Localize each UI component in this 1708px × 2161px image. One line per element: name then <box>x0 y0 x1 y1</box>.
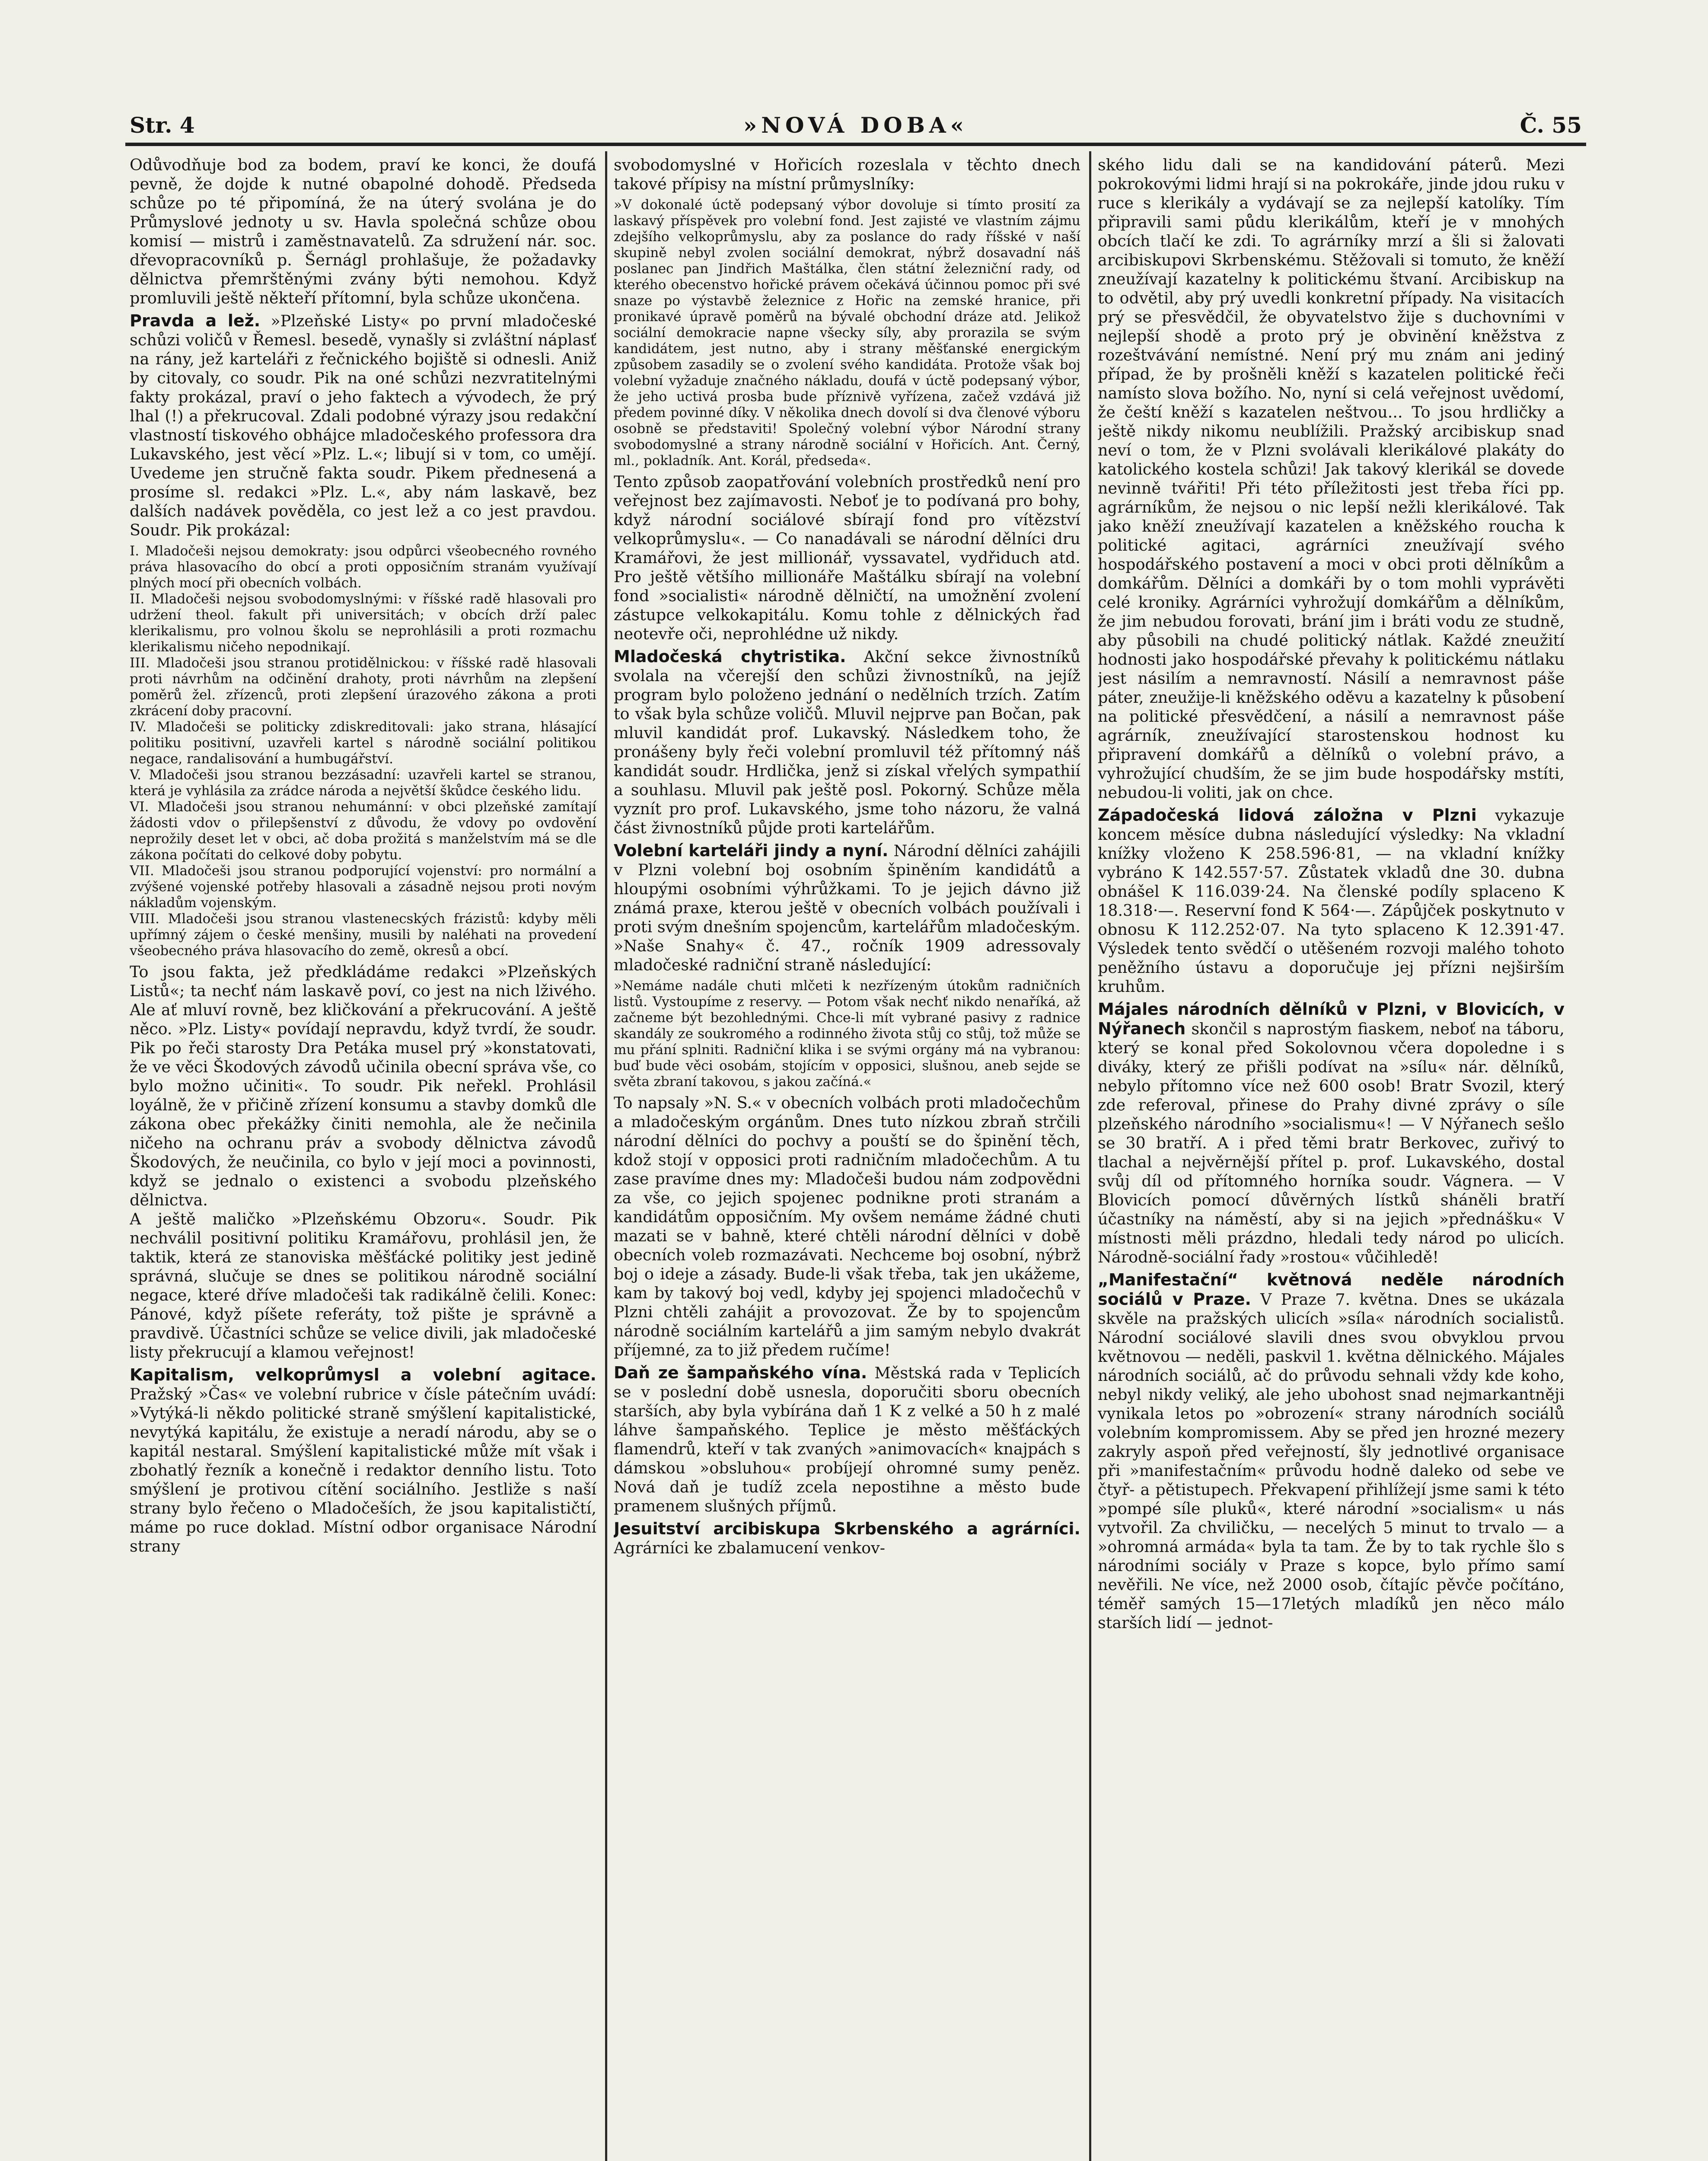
quoted-letter: »V dokonalé úctě podepsaný výbor dovoluje si tímto prosití za laskavý příspěvek pro volební fond. Jest zajisté ve vlastním zájmu zdejšího velkoprůmyslu, aby za poslance do rady říšské v naší skupině nebyl zvolen sociální demokrat, nýbrž dosavadní náš poslanec pan Jindřich Maštálka, člen státní železniční rady, od kterého obecenstvo hořické právem očekává účinnou pomoc při své snaze po výstavbě železnice z Hořic na zemské hranice, při pronikavé úpravě poměrů na bývalé obchodní dráze atd. Jelikož sociální demokracie napne všecky síly, aby prorazila se svým kandidátem, jest nutno, aby i strany měšťanské energickým způsobem zasadily se o zvolení svého kandidáta. Protože však boj volební vyžaduje značného nákladu, doufá v úctě podepsaný výbor, že jeho uctivá prosba bude příznivě vyřízena, začež vzdává již předem povinné díky. V několika dnech dovolí si dva členové výboru osobně se představiti! Společný volební výbor Národní strany svobodomyslné a strany národně sociální v Hořicích. Ant. Černý, ml., pokladník. Ant. Korál, předseda«. <box>614 197 1080 469</box>
paragraph: To jsou fakta, jež předkládáme redakci »Plzeňských Listů«; ta nechť nám laskavě poví, co jest na nich lživého. Ale ať mluví rovně, bez kličkování a překrucování. A ještě něco. »Plz. Listy« povídají nepravdu, když tvrdí, že soudr. Pik po řeči starosty Dra Petáka musel prý »konstatovati, že ve věci Škodových závodů učinila obecní správa vše, co bylo možno učiniti«. To soudr. Pik neřekl. Prohlásil loyálně, že v přičině zřízení konsumu a stavby domků dle zákona obec překážky činiti nemohla, ale že nečinila ničeho na ochranu práv a svobody dělnictva závodů Škodových, že neučinila, co bylo v její moci a povinnosti, když se jednalo o existenci a svobodu plzeňského dělnictva. <box>130 963 596 1209</box>
list-item: IV. Mladočeši se politicky zdiskreditovali: jako strana, hlásající politiku positivní, uzavřeli kartel s národně sociální politikou negace, randalisování a humbugářství. <box>130 719 596 767</box>
article-headline: Mladočeská chytristika. <box>614 647 846 666</box>
article-text: Národní dělníci zahájili v Plzni volební boj osobním špiněním kandidátů a hloupými osobními výhrůžkami. To je jejich dávno již známá praxe, kterou ještě v obecních volbách používali i proti svým dnešním spojencům, kartelářům mladočeským. »Naše Snahy« č. 47., ročník 1909 adressovaly mladočeské radniční straně následující: <box>614 841 1080 974</box>
page-number: Str. 4 <box>130 112 195 138</box>
article-text: vykazuje koncem měsíce dubna následující výsledky: Na vkladní knížky vloženo K 258.596·81, — na vkladní knížky vybráno K 142.557·57. Zůstatek vkladů dne 30. dubna obnášel K 116.039·24. Na členské podíly splaceno K 18.318·—. Reservní fond K 564·—. Zápůjček poskytnuto v obnosu K 112.252·07. Na tyto splaceno K 12.391·47. Výsledek tento svědčí o utěšeném rozvoji malého tohoto peněžního ústavu a doporučuje jej přízni nejširším kruhům. <box>1098 806 1565 996</box>
article <box>130 311 596 540</box>
article <box>1098 1000 1565 1267</box>
article-headline: Daň ze šampaňského vína. <box>614 1363 867 1382</box>
article-text: skončil s naprostým fiaskem, neboť na táboru, který se konal před Sokolovnou včera dopoledne i s diváky, který ze přišli podívat na »sílu« nár. dělníků, nebylo přítomno více než 600 osob! Bratr Svozil, který zde referoval, přinese do Prahy divné zprávy o síle plzeňského národního »socialismu«! — V Nýřanech sešlo se 30 bratří. A i před těmi bratr Berkovec, zuřivý to tlachal a nejvěrnější přítel p. prof. Lukavského, dostal svůj díl od přítomného horníka soudr. Vágnera. — V Blovicích pomocí důvěrných lístků sháněli bratří účastníky na náměstí, aby si na jejich »přednášku« V místnosti měli prázdno, hledali tedy národ po ulicích. Národně-sociální řady »rostou« vůčihledě! <box>1098 1020 1565 1266</box>
article-headline: Májales národních dělníků v Plzni, v Blovicích, v Nýřanech <box>1098 1000 1565 1038</box>
list-item: VIII. Mladočeši jsou stranou vlastenecských frázistů: kdyby měli upřímný zájem o české menšiny, musili by naléhati na provedení všeobecného práva hlasovacího do země, okresů a obcí. <box>130 911 596 959</box>
paragraph: svobodomyslné v Hořicích rozeslala v těchto dnech takové přípisy na místní průmyslníky: <box>614 156 1080 193</box>
numbered-list <box>130 543 596 959</box>
article-text: »Plzeňské Listy« po první mladočeské schůzi voličů v Řemesl. besedě, vynašly si zvláštní náplasť na rány, jež karteláři z řečnického bojiště si odnesli. Aniž by citovaly, co soudr. Pik na oné schůzi nezvratitelnými fakty prokázal, praví o jeho faktech a vývodech, že prý lhal (!) a překrucoval. Zdali podobné výrazy jsou redakční vlastností tiskového obhájce mladočeského professora dra Lukavského, jest věcí »Plz. L.«; libují si v tom, co umějí. Uvedeme jen stručně fakta soudr. Pikem přednesená a prosíme sl. redakci »Plz. L.«, aby nám laskavě, bez dalších nadávek pověděla, co jest lež a co jest pravdou. Soudr. Pik prokázal: <box>130 312 596 539</box>
article-text: Pražský »Čas« ve volební rubrice v čísle pátečním uvádí: »Vytýká-li někdo politické straně smýšlení kapitalistické, nevytýká kapitálu, že existuje a neradí národu, aby se o kapitál nestaral. Smýšlení kapitalistické může mít však i zbohatlý řezník a konečně i redaktor denního listu. Toto smýšlení je protivou cítění sociálního. Jestliže s naší strany bylo řečeno o Mladočeších, že jsou kapitalističtí, máme po ruce doklad. Místní odbor organisace Národní strany <box>130 1385 596 1555</box>
article <box>614 1519 1080 1558</box>
list-item: II. Mladočeši nejsou svobodomyslnými: v říšské radě hlasovali pro udržení theol. fakult při universitách; v obcích drží palec klerikalismu, pro volnou školu se neprohlásili a proti rozmachu klerikalismu ničeho nepodnikají. <box>130 591 596 655</box>
article <box>614 841 1080 975</box>
article-text: Akční sekce živnostníků svolala na včerejší den schůzi živnostníků, na jejíž program bylo položeno jednání o nedělních trzích. Zatím to však byla schůze voličů. Mluvil nejprve pan Bočan, pak mluvil kandidát prof. Lukavský. Následkem toho, že pronášeny byly řeči volební promluvil též přítomný náš kandidát soudr. Hrdlička, jenž si získal vřelých sympathií a souhlasu. Mluvil pak ještě posl. Pokorný. Schůze měla vyznít pro prof. Lukavského, jsme toho názoru, že valná část živnostníků půjde proti kartelářům. <box>614 647 1080 837</box>
article <box>1098 1270 1565 1632</box>
article <box>614 1363 1080 1516</box>
paragraph: To napsaly »N. S.« v obecních volbách proti mladočechům a mladočeským orgánům. Dnes tuto nízkou zbraň strčili národní dělníci do pochvy a pouští se do špinění těch, kdož stojí v opposici proti radničním mladočechům. A tu zase pravíme dnes my: Mladočeši budou nám zodpovědni za vše, co jejich spojenec podnikne proti stranám a kandidátům opposičním. My ovšem nemáme žádné chuti mazati se v bahně, které chtěli národní dělníci v době obecních voleb rozmazávati. Nechceme boj osobní, nýbrž boj o ideje a zásady. Bude-li však třeba, tak jen ukážeme, kam by takový boj vedl, kdyby jej spojenci mladočechů v Plzni chtěli zahájit a provozovat. Že by to spojencům národně sociálním kartelářů a jim samým nebylo dvakrát příjemné, za to již předem ručíme! <box>614 1093 1080 1359</box>
issue-number: Č. 55 <box>1520 112 1582 138</box>
paragraph: A ještě maličko »Plzeňskému Obzoru«. Soudr. Pik nechválil positivní politiku Kramářovu, prohlásil jen, že taktik, která ze stanoviska měšťácké politiky jest jedině správná, slučuje se dnes se politikou národně sociální negace, které dříve mladočeši tak radikálně čelili. Konec: Pánové, když píšete referáty, tož pište je správně a pravdivě. Účastníci schůze se velice divili, jak mladočeské listy překrucují a klamou veřejnost! <box>130 1210 596 1361</box>
page-header <box>130 108 1582 147</box>
article-text: V Praze 7. května. Dnes se ukázala skvěle na pražských ulicích »síla« národních socialistů. Národní sociálové slavili dnes svou obvyklou prvou květnovou — neděli, paskvil 1. května dělnického. Májales národních sociálů, ač do průvodu sehnali vždy kde koho, nebyl nikdy veliký, ale jeho ubohost snad nejmarkantněji vynikala letos po »obrození« strany národních sociálů volebním kompromissem. Aby se před jen hrozné mezery zakryly aspoň před veřejností, šly jednotlivé organisace při »manifestačním« průvodu hodně daleko od sebe ve čtyř- a pětistupech. Překvapení přihlížejí jsme sami k této »pompé síle pluků«, které národní »socialism« u nás vytvořil. Za chviličku, — necelých 5 minut to trvalo — a »ohromná armáda« byla ta tam. Že by to tak rychle šlo s národními sociály v Praze s kopce, bylo přímo samí nevěřili. Ne více, než 2000 osob, čítajíc pěvče počítáno, téměř samých 15—17letých mladíků jen něco málo starších lidí — jednot- <box>1098 1290 1565 1632</box>
paragraph: Tento způsob zaopatřování volebních prostředků není pro veřejnost bez zajímavosti. Neboť je to podívaná pro bohy, když národní sociálové sbírají fond pro vítězství velkoprůmyslu«. — Co nanadávali se národní dělníci dru Kramářovi, že jest millionář, vyssavatel, vydřiduch atd. Pro ještě většího millionáře Maštálku sbírají na volební fond »socialisti« národně dělničtí, na umožnění zvolení zástupce velkokapitálu. Komu tohle z dělnických řad neotevře oči, neprohlédne už nikdy. <box>614 472 1080 643</box>
article-text: Městská rada v Teplicích se v poslední době usnesla, doporučiti sboru obecních starších, aby byla vybírána daň 1 K z velké a 50 h z malé láhve šampaňského. Teplice je město měšťáckých flamendrů, kteří v tak zvaných »animovacích« knajpách s dámskou »obsluhou« probíjejí ohromné sumy peněz. Nová daň je tudíž zcela nepostihne a město bude pramenem slušných příjmů. <box>614 1364 1080 1515</box>
column-2 <box>614 156 1080 2161</box>
article-text: Agrárníci ke zbalamucení venkov- <box>614 1539 886 1557</box>
article-headline: Západočeská lidová záložna v Plzni <box>1098 806 1477 825</box>
article <box>614 647 1080 838</box>
article <box>130 1365 596 1556</box>
article-headline: „Manifestační“ květnová neděle národních sociálů v Praze. <box>1098 1270 1565 1309</box>
article-headline: Pravda a lež. <box>130 311 261 330</box>
list-item: V. Mladočeši jsou stranou bezzásadní: uzavřeli kartel se stranou, která je vyhlásila za zrádce národa a největší škůdce českého lidu. <box>130 767 596 799</box>
masthead-title: »NOVÁ DOBA« <box>743 112 968 138</box>
paragraph: ského lidu dali se na kandidování páterů. Mezi pokrokovými lidmi hrají si na pokrokáře, jinde jdou ruku v ruce s klerikály a vydávají se za nejlepší katolíky. Tím připravili sami půdu klerikálům, kteří je v mnohých obcích tlačí ke zdi. To agrárníky mrzí a šli si žalovati arcibiskupovi Skrbenskému. Stěžovali si tomuto, že kněží zneužívají kazatelny k politickému štvaní. Arcibiskup na to odvětil, aby prý uvedli konkretní případy. Na visitacích prý se přesvědčil, že obyvatelstvo žije s duchovními v nejlepší shodě a proto prý je obvinění kněžstva z rozeštvávání nemístné. Není prý mu znám ani jediný případ, že by prošněli kněží s kazatelen politické řeči namísto slova božího. No, nyní si celá veřejnost uvědomí, že čeští kněží s kazatelen neštvou... To jsou hrdličky a ještě nikdy nikomu neublížili. Pražský arcibiskup snad neví o tom, že v Plzni svolávali klerikálové plakáty do katolického kostela schůzi! Jak takový klerikál se dovede nevinně tvářiti! Při této příležitosti jest třeba říci pp. agrárníkům, že nejsou o nic lepší nežli klerikálové. Tak jako kněží zneužívají kazatelen a kněžského roucha k politické agitaci, agrárníci zneužívají svého hospodářského postavení a moci v obci proti dělníkům a domkářům. Dělníci a domkáři by o tom mohli vyprávěti celé kroniky. Agrárníci vyhrožují domkářům a dělníkům, že jim nebudou forovati, brání jim i bráti vodu ze studně, aby působili na chudé politický nátlak. Každé zneužití hodnosti jako hospodářské převahy k politickému nátlaku jest násilím a nemravností. Násilí a nemravnost páše páter, zneužije-li kněžského oděvu a kazatelny k působení na politické přesvědčení, a násilí a nemravnost páše agrárník, zneužívající starostenskou hodnost ku připravení domkářů a dělníků o volební právo, a vyhrožující chudším, že se jim bude hospodářsky mstíti, nebudou-li voliti, jak on chce. <box>1098 156 1565 802</box>
column-1 <box>130 156 596 2161</box>
list-item: III. Mladočeši jsou stranou protidělnickou: v říšské radě hlasovali proti návrhům na odčinění drahoty, proti návrhům na zlepšení poměrů žel. zřízenců, proti zlepšení úrazového zákona a proti zkrácení doby pracovní. <box>130 655 596 719</box>
list-item: VII. Mladočeši jsou stranou podporující vojenství: pro normální a zvýšené vojenské potřeby hlasovali a zásadně nejsou proti novým nákladům vojenským. <box>130 863 596 911</box>
quoted-text: »Nemáme nadále chuti mlčeti k nezřízeným útokům radničních listů. Vystoupíme z reservy. — Potom však nechť nikdo nenaříká, až začneme být bezohlednými. Chce-li mít vybrané pasivy z radnice skandály ze soukromého a rodinného života stůj co stůj, tož může se mu přání splniti. Radniční klika i se svými orgány má na vybranou: buď bude věci osobám, stojícím v opposici, slušnou, aneb sejde se světa zbraní takovou, s jakou začíná.« <box>614 978 1080 1090</box>
article-headline: Kapitalism, velkoprůmysl a volební agitace. <box>130 1365 596 1384</box>
header-rule <box>125 143 1586 146</box>
paragraph: Odůvodňuje bod za bodem, praví ke konci, že doufá pevně, že dojde k nutné obapolné dohodě. Předseda schůze po té připomíná, že na úterý svolána je do Průmyslové jednoty u sv. Havla společná schůze obou komisí — mistrů i zaměstnavatelů. Za sdružení nár. soc. dřevopracovníků p. Šernágl prohlašuje, že požadavky dělnictva přemrštěnými zvány býti nemohou. Když promluvili ještě někteří přítomní, byla schůze ukončena. <box>130 156 596 307</box>
list-item: VI. Mladočeši jsou stranou nehumánní: v obci plzeňské zamítají žádosti vdov o přilepšenství z důvodu, že vdovy po ovdovění neprožily deset let v obci, ač doba prožitá s manželstvím má se dle zákona počítati do celkové doby pobytu. <box>130 799 596 863</box>
column-divider <box>1089 151 1091 2161</box>
list-item: I. Mladočeši nejsou demokraty: jsou odpůrci všeobecného rovného práva hlasovacího do obcí a proti opposičním stranám využívají plných mocí při obecních volbách. <box>130 543 596 591</box>
column-divider <box>605 151 607 2161</box>
column-3 <box>1098 156 1565 2161</box>
article <box>1098 806 1565 996</box>
article-headline: Volební karteláři jindy a nyní. <box>614 841 889 860</box>
article-headline: Jesuitství arcibiskupa Skrbenského a agrárníci. <box>614 1519 1080 1538</box>
